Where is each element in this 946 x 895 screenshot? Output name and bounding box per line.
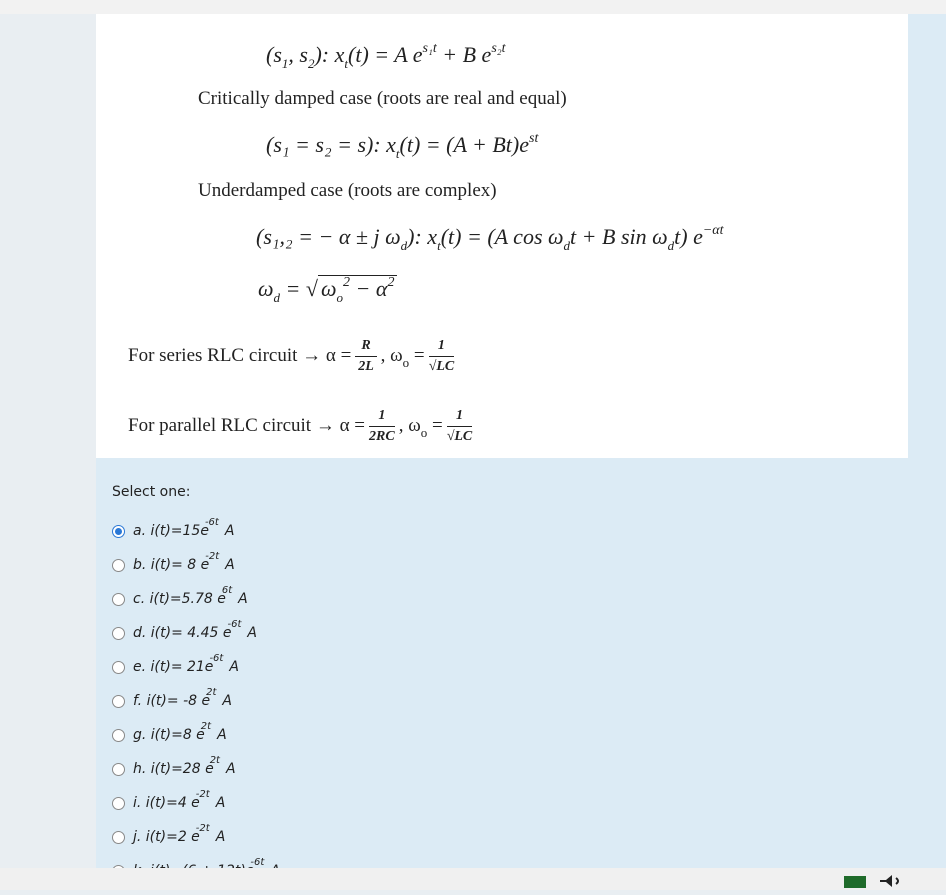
radio-button[interactable] (112, 797, 125, 810)
answer-option[interactable] (112, 752, 280, 786)
option-exponent: -6t (204, 516, 219, 528)
option-exponent: 6t (221, 584, 233, 596)
critical-formula: (s₁ = s₂ = s): $x_t(t) = (A + Bt)e^{st}$ (266, 131, 539, 161)
option-text: f. i(t)= -8 e (133, 693, 211, 709)
system-tray (840, 872, 940, 890)
series-alpha-fraction: $\frac{R}{2L}$ (355, 338, 376, 375)
critical-label: Critically damped case (roots are real and equal) (198, 88, 567, 109)
option-text: e. i(t)= 21e (133, 659, 214, 675)
option-text: g. i(t)=8 e (133, 727, 205, 743)
tray-icons (840, 872, 940, 890)
underdamped-label: Underdamped case (roots are complex) (198, 180, 497, 201)
option-unit: A (225, 557, 235, 573)
speaker-icon (880, 875, 892, 887)
parallel-alpha-fraction: $\frac{1}{2RC}$ (369, 408, 395, 444)
answer-option[interactable] (112, 786, 280, 820)
option-exponent: -2t (205, 550, 220, 562)
option-text: a. i(t)=15e (133, 523, 209, 539)
radio-button[interactable] (112, 627, 125, 640)
bottom-bar (0, 868, 946, 890)
radio-button[interactable] (112, 831, 125, 844)
answer-option[interactable] (112, 650, 280, 684)
parallel-omega-fraction: $\frac{1}{√LC}$ (446, 408, 473, 444)
option-exponent: -6t (209, 652, 224, 664)
option-unit: A (238, 591, 248, 607)
select-one-label: Select one: (112, 484, 191, 500)
answer-option[interactable] (112, 820, 280, 854)
option-exponent: -6t (227, 618, 242, 630)
option-list (112, 514, 280, 888)
option-unit: A (247, 625, 257, 641)
radio-button[interactable] (112, 661, 125, 674)
top-strip (0, 0, 946, 14)
option-exponent: 2t (200, 720, 212, 732)
radio-button[interactable] (112, 763, 125, 776)
option-exponent: -2t (195, 788, 210, 800)
option-unit: A (229, 659, 239, 675)
answer-option[interactable] (112, 718, 280, 752)
parallel-rlc-formula: For parallel RLC circuit → α = $\frac{1}{2RC}$ , $\omega_o$ = $\frac{1}{√LC}$ (128, 408, 473, 444)
radio-button[interactable] (112, 559, 125, 572)
answer-option[interactable] (112, 514, 280, 548)
formula-image (96, 14, 908, 458)
option-text: i. i(t)=4 e (133, 795, 200, 811)
option-exponent: -6t (250, 856, 265, 868)
series-rlc-formula: For series RLC circuit → α = $\frac{R}{2L}$ , $\omega_o$ = $\frac{1}{√LC}$ (128, 338, 455, 374)
option-unit: A (215, 795, 226, 811)
answer-options (112, 484, 280, 888)
radio-button[interactable] (112, 729, 125, 742)
volume-waves-icon (896, 878, 898, 884)
option-text: j. i(t)=2 e (133, 829, 200, 845)
option-exponent: 2t (206, 686, 217, 698)
option-unit: A (217, 727, 227, 743)
option-exponent: 2t (209, 754, 220, 766)
omega-d-formula: $\omega_d$ = √ $\omega_o^2 - \alpha^2$ (258, 276, 397, 302)
answer-option[interactable] (112, 684, 280, 718)
radio-button[interactable] (112, 695, 125, 708)
answer-option[interactable] (112, 616, 280, 650)
answer-option[interactable] (112, 548, 280, 582)
underdamped-formula: (s₁,₂ = − α ± j $\omega_d$): $x_t(t) = (A$ $\cos \omega_dt + B$ $\sin \omega_dt$) $e^{-\alpha t}$ (256, 223, 724, 253)
radio-button[interactable] (112, 525, 125, 538)
option-text: b. i(t)= 8 e (133, 557, 210, 573)
option-unit: A (215, 829, 226, 845)
option-text: h. i(t)=28 e (133, 761, 214, 777)
option-exponent: -2t (195, 822, 210, 834)
option-unit: A (222, 693, 232, 709)
sqrt-symbol: √ $\omega_o^2 - \alpha^2$ (306, 276, 398, 302)
option-text: c. i(t)=5.78 e (133, 591, 226, 607)
battery-icon (844, 876, 866, 888)
radio-button[interactable] (112, 593, 125, 606)
overdamped-formula: ($s_1$, $s_2$): $x_t(t) = A$ $e^{s_1t} + B$ $e^{s_2t}$ (266, 41, 506, 71)
option-unit: A (225, 761, 236, 777)
option-unit: A (224, 523, 235, 539)
option-text: d. i(t)= 4.45 e (133, 625, 232, 641)
series-omega-fraction: $\frac{1}{√LC}$ (428, 338, 455, 374)
answer-option[interactable] (112, 582, 280, 616)
